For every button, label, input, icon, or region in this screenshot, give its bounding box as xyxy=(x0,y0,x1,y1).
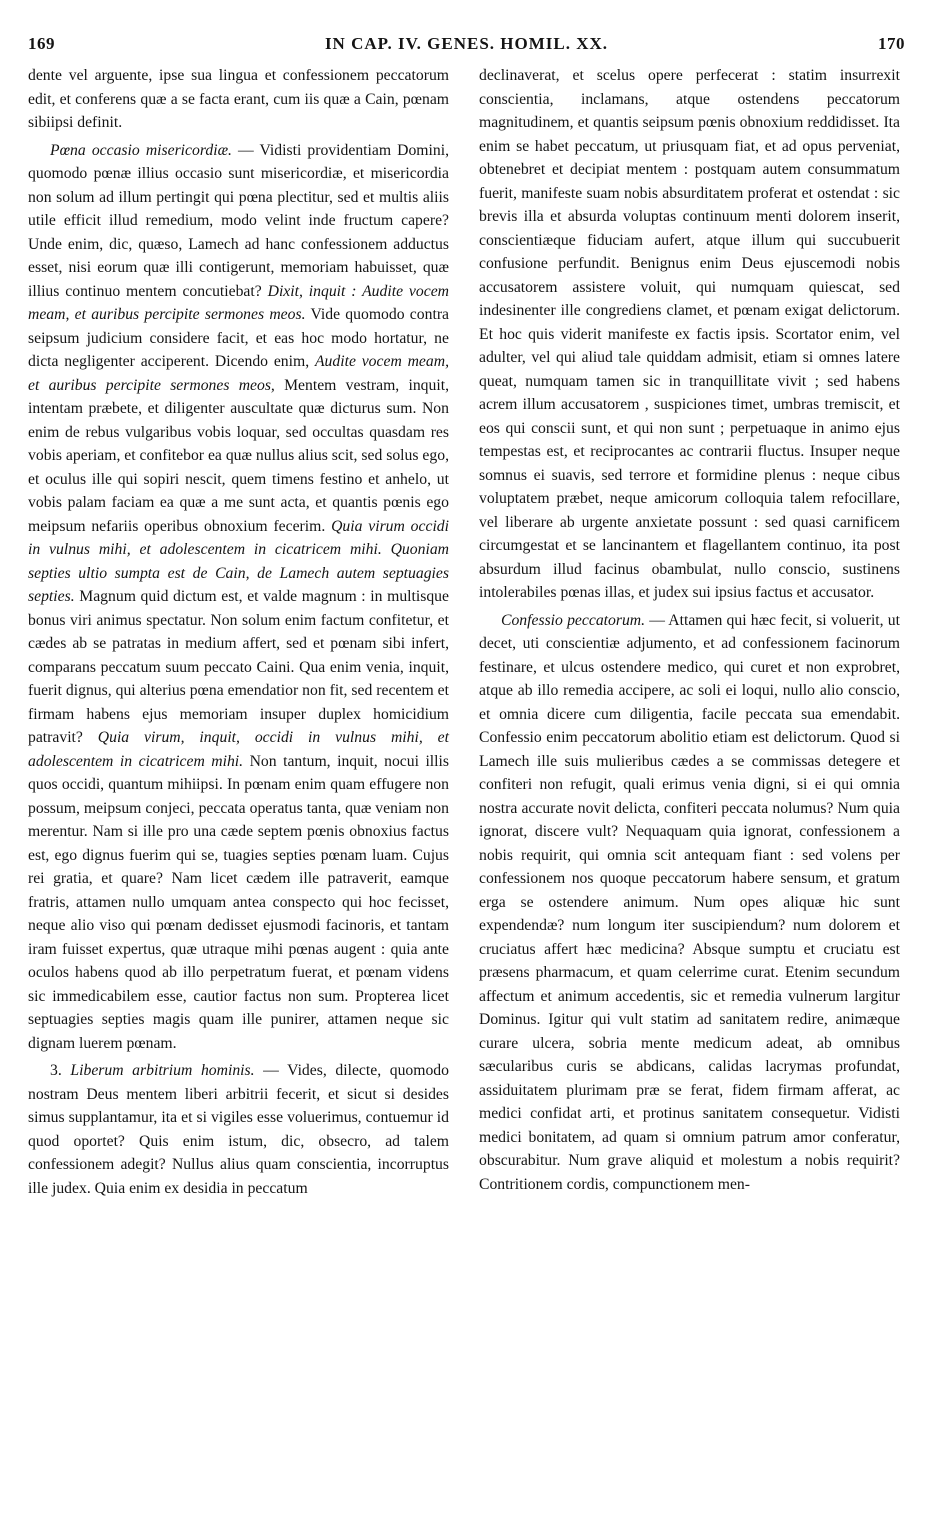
paragraph: declinaverat, et scelus opere perfecerat : statim insurrexit conscientia, inclamans, atque ostendens peccatorum magnitudinem, et quantis seipsum pœnis obnoxium reddidisset. Ita enim se habet peccatum, ut priusquam fiat, et ad opus perveniat, obtenebret et decipiat mentem : postquam autem consummatum fuerit, manifeste suam nobis absurditatem proferat et ostendat : sic brevis illa et absurda voluptas continuum menti dolorem inserit, conscientiæque fiduciam aufert, atque illum qui succubuerit confusione perfundit. Benignus enim Deus ejuscemodi nobis accusatorem assistere voluit, qui numquam quiescat, sed indesinenter ille congrediens clamet, et pœnam exigat delictorum. Et hoc quis viderit manifeste ex factis ipsis. Scortator enim, vel adulter, vel qui aliud tale quiddam admisit, etiam si omnes latere queat, numquam tamen sic in tranquillitate vivit ; sed habens acrem illum accusatorem , suspiciones timet, umbras tremiscit, et eos qui conscii sunt, et qui non sunt ; perpetuaque in animo ejus tempestas est, et reciprocantes ac contrarii fluctus. Insuper neque somnus ei suavis, sed terrore et formidine plenus : neque cibus voluptatem præbet, neque amicorum colloquia talem refocillare, vel liberare ab urgente anxietate possunt : sed quasi carnificem circumgestat et se lancinantem et flagellantem continuo, ita post absurdum illud facinus obambulat, nullo conscio, sustinens intolerabiles pœnas illas, et judex sui ipsius factus et accusator. xyxy=(479,67,900,601)
scripture-quote: Audite vocem meam, et auribus percipite sermones meos, xyxy=(28,353,449,394)
page-number-left: 169 xyxy=(28,34,55,53)
left-column xyxy=(28,64,449,1200)
paragraph: 3. Liberum arbitrium hominis. — Vides, dilecte, quomodo nostram Deus mentem liberi arbitrii fecerit, et sicut si desides simus supplantamur, ita et si vigiles esse voluerimus, contuemur id quod oportet? Quis enim istum, dic, obsecro, ad talem confessionem adegit? Nullus alius quam conscientia, incorruptus ille judex. Quia enim ex desidia in peccatum xyxy=(28,1062,449,1197)
page-number-right: 170 xyxy=(878,34,905,53)
scripture-quote: Quia virum, inquit, occidi in vulnus mihi, et adolescentem in cicatricem mihi. xyxy=(28,729,449,770)
section-heading: Liberum arbitrium hominis. xyxy=(70,1062,255,1079)
right-column xyxy=(479,64,900,1196)
section-heading: Confessio peccatorum. xyxy=(501,611,646,629)
running-header xyxy=(28,34,905,58)
paragraph: Confessio peccatorum. — Attamen qui hæc fecit, si voluerit, ut decet, uti conscientiæ adjumento, et ad confessionem facinorum festinare, et ulcus ostendere medico, qui curet et non exprobret, atque ab illo remedia accipere, ac soli ei loqui, nullo alio conscio, et omnia dicere cum diligentia, facile peccata sua emendabit. Confessio enim peccatorum abolitio etiam est delictorum. Quod si Lamech ille suis mulieribus cædes a se commissas detegere et confiteri non refugit, quali erimus venia digni, si ei qui omnia nostra accurate novit delicta, confiteri peccata nolumus? Num quia ignorat, discere vult? Nequaquam quia ignorat, confessionem a nobis requirit, qui omnia scit antequam fiant : sed volens per confessionem nos quoque peccatorum habere sensum, et gratum erga se ostendere animum. Num opes aliquæ hic sunt expendendæ? num longum iter suscipiendum? num dolorem et cruciatus affert hæc medicina? Absque sumptu et cruciatu est præsens pharmacum, et quam celerrime curat. Etenim secundum affectum et animum accedentis, sic et remedia vulnerum largitur Dominus. Igitur qui vult statim ad sanitatem redire, animæque curare ulcera, sobria mente medicum adeat, ab omnibus sæcularibus curis se abdicans, calidas lacrymas profundat, assiduitatem plurimam præ se ferat, fidem firmam afferat, ac medici confidat arti, et protinus sanitatem consequetur. Vidisti medici bonitatem, ad quam si omnium patrum amor conferatur, obscurabitur. Num grave aliquid et molestum a nobis requirit? Contritionem cordis, compunctionem men- xyxy=(479,611,900,1193)
scripture-quote: Dixit, inquit : Audite vocem meam, et auribus percipite sermones meos. xyxy=(28,282,449,323)
section-heading: Pœna occasio misericordiæ. xyxy=(50,141,232,159)
paragraph: Pœna occasio misericordiæ. — Vidisti providentiam Domini, quomodo pœnæ illius occasio sunt misericordiæ, et misericordia non solum ad illum pertingit qui pœna plectitur, sed et multis aliis utile efficit illud remedium, modo velint inde fructum capere? Unde enim, dic, quæso, Lamech ad hanc confessionem adductus esset, nisi eorum quæ illi contigerunt, memoriam habuisset, quæ illius continuo mentem concutiebat? Dixit, inquit : Audite vocem meam, et auribus percipite sermones meos. Vide quomodo contra seipsum judicium considere facit, et eas hoc modo hortatur, ne dicta negligenter acciperent. Dicendo enim, Audite vocem meam, et auribus percipite sermones meos, Mentem vestram, inquit, intentam præbete, et diligenter auscultate quæ dicturus sum. Non enim de rebus vulgaribus vobis loquar, sed occultas quasdam res vobis aperiam, et confitebor ea quæ nullus alius scit, sed solus ego, et oculus ille qui sopiri nescit, quem timens festino et anhelo, ut vobis palam faciam ea quæ a me sunt acta, et quantis pœnis ego meipsum nefariis operibus obnoxium fecerim. Quia virum occidi in vulnus mihi, et adolescentem in cicatricem mihi. Quoniam septies ultio sumpta est de Cain, de Lamech autem septuagies septies. Magnum quid dictum est, et valde magnum : in multisque bonus viri animus spectatur. Non solum enim factum confitetur, et cædes ab se patratas in medium affert, sed et pœnam sibi infert, comparans peccatum suum peccato Caini. Qua enim venia, inquit, fuerit dignus, qui alterius pœna emendatior non fit, sed recentem et firmam habens ejus memoriam insuper duplex homicidium patravit? Quia virum, inquit, occidi in vulnus mihi, et adolescentem in cicatricem mihi. Non tantum, inquit, nocui illis quos occidi, quantum mihiipsi. In pœnam enim quam effugere non possum, meipsum conjeci, peccata operatus tanta, quæ veniam non merentur. Nam si ille pro una cæde septem pœnis obnoxius factus est, ego dignus fuerim qui se, tuagies septies pœnam luam. Cujus rei gratia, et quare? Nam licet cædem ille patraverit, eamque fratris, attamen nullo umquam antea conspecto qui hoc fecisset, neque alio viso qui pœnam dedisset ejusmodi facinoris, et tantam iram fuisset expertus, quæ utraque mihi pœnas augent : quia ante oculos habens quod ab illo perpetratum fuerat, et pœnam videns sic immedicabilem esse, cautior factus non sum. Propterea licet septuagies septies magis quam ille punirer, attamen neque sic dignam luerem pœnam. xyxy=(28,141,449,1052)
running-title: IN CAP. IV. GENES. HOMIL. XX. xyxy=(324,34,609,53)
paragraph: dente vel arguente, ipse sua lingua et confessionem peccatorum edit, et conferens quæ a se facta erant, cum iis quæ a Cain, pœnam sibiipsi definit. xyxy=(28,67,449,131)
scripture-quote: Quia virum occidi in vulnus mihi, et adolescentem in cicatricem mihi. Quoniam septies ultio sumpta est de Cain, de Lamech autem septuagies septies. xyxy=(28,517,449,605)
section-number: 3. xyxy=(50,1062,71,1079)
